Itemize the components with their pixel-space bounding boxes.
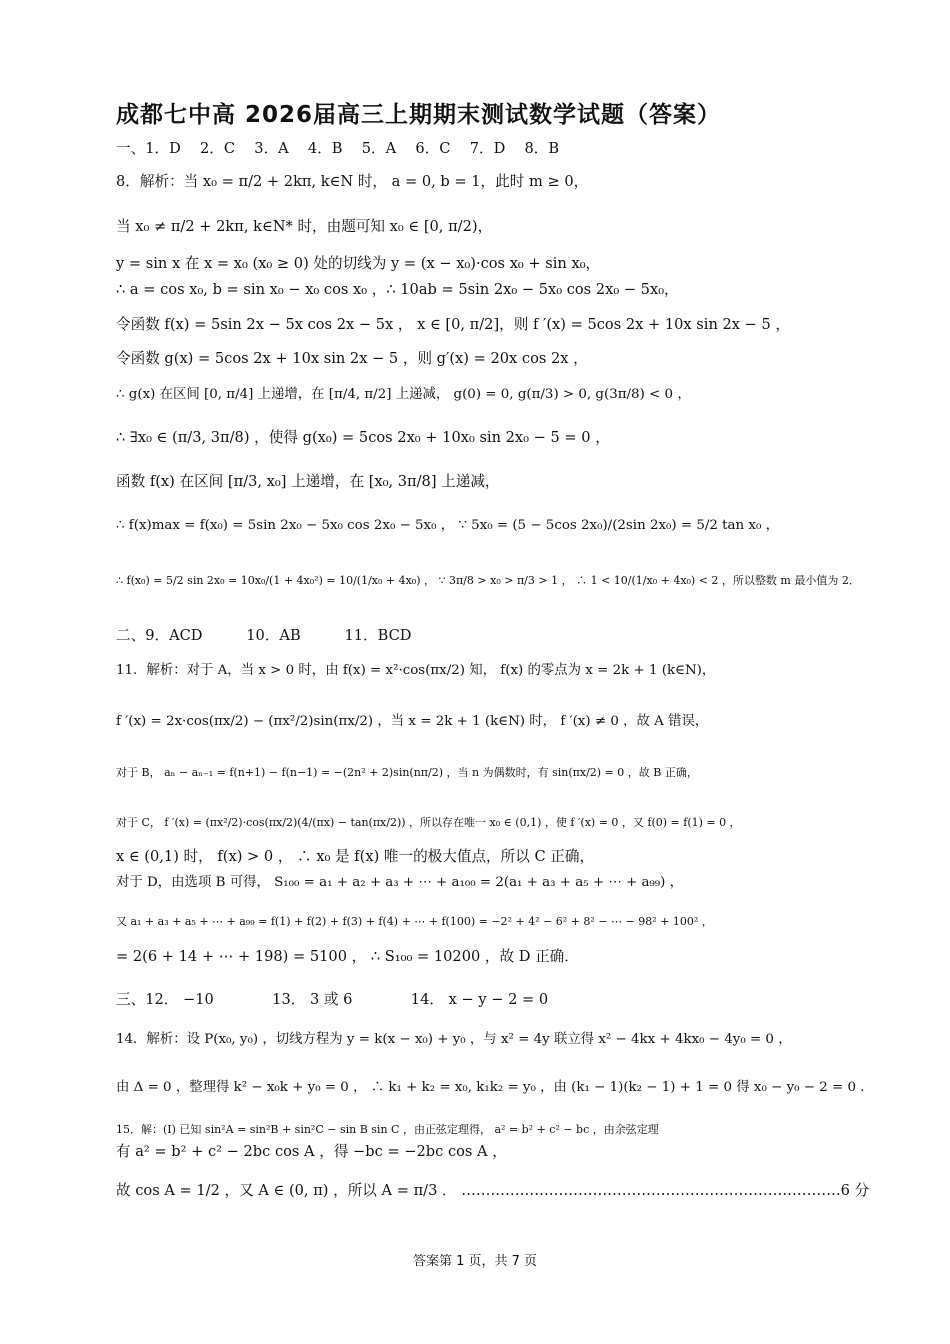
answer-line: 当 x₀ ≠ π/2 + 2kπ, k∈N* 时，由题可知 x₀ ∈ [0, π/2)， bbox=[116, 218, 493, 235]
answer-line: 8．解析：当 x₀ = π/2 + 2kπ, k∈N 时， a = 0, b = 1，此时 m ≥ 0， bbox=[116, 173, 589, 190]
answer-line: = 2(6 + 14 + ⋯ + 198) = 5100 ， ∴ S₁₀₀ = 10200 ，故 D 正确． bbox=[116, 948, 579, 965]
answer-line: 函数 f(x) 在区间 [π/3, x₀] 上递增，在 [x₀, 3π/8] 上递减， bbox=[116, 473, 500, 490]
answer-line: 一、1．D 2．C 3．A 4．B 5．A 6．C 7．D 8．B bbox=[116, 140, 560, 157]
answer-line: 又 a₁ + a₃ + a₅ + ⋯ + a₉₉ = f(1) + f(2) + f(3) + f(4) + ⋯ + f(100) = −2² + 4² − 6² + 8² − ⋯ − 98² + 100² ， bbox=[116, 915, 713, 928]
answer-line: 故 cos A = 1/2 ，又 A ∈ (0, π) ，所以 A = π/3 ． ……………………………………………………………………6 分 bbox=[116, 1182, 870, 1199]
answer-line: 对于 C， f ′(x) = (πx²/2)·cos(πx/2)(4/(πx) − tan(πx/2)) ，所以存在唯一 x₀ ∈ (0,1) ，使 f ′(x) = 0 ，又 f(0) = f(1) = 0 ， bbox=[116, 816, 741, 829]
answer-line: 三、12． −10 13． 3 或 6 14． x − y − 2 = 0 bbox=[116, 991, 549, 1008]
answer-line: 二、9．ACD 10．AB 11．BCD bbox=[116, 627, 412, 644]
answer-line: 14．解析：设 P(x₀, y₀) ，切线方程为 y = k(x − x₀) + y₀ ，与 x² = 4y 联立得 x² − 4kx + 4kx₀ − 4y₀ = 0 ， bbox=[116, 1032, 792, 1047]
answer-line: 对于 D，由选项 B 可得， S₁₀₀ = a₁ + a₂ + a₃ + ⋯ + a₁₀₀ = 2(a₁ + a₃ + a₅ + ⋯ + a₉₉) ， bbox=[116, 875, 684, 890]
answer-line: ∴ f(x)max = f(x₀) = 5sin 2x₀ − 5x₀ cos 2x₀ − 5x₀ ， ∵ 5x₀ = (5 − 5cos 2x₀)/(2sin 2x₀) = 5/2 tan x₀ ， bbox=[116, 518, 779, 533]
answer-line: 令函数 g(x) = 5cos 2x + 10x sin 2x − 5 ，则 g′(x) = 20x cos 2x ， bbox=[116, 350, 588, 367]
answer-line: ∴ g(x) 在区间 [0, π/4] 上递增，在 [π/4, π/2] 上递减， g(0) = 0, g(π/3) > 0, g(3π/8) < 0 ， bbox=[116, 387, 691, 402]
page-footer: 答案第 1 页，共 7 页 bbox=[412, 1254, 538, 1269]
answer-line: x ∈ (0,1) 时， f(x) > 0 ， ∴ x₀ 是 f(x) 唯一的极大值点，所以 C 正确， bbox=[116, 848, 595, 865]
answer-line: 对于 B， aₙ − aₙ₋₁ = f(n+1) − f(n−1) = −(2n² + 2)sin(nπ/2) ，当 n 为偶数时，有 sin(πx/2) = 0 ，故 B 正确， bbox=[116, 766, 698, 779]
page-title: 成都七中高 2026届高三上期期末测试数学试题（答案） bbox=[116, 102, 722, 128]
answer-line: y = sin x 在 x = x₀ (x₀ ≥ 0) 处的切线为 y = (x − x₀)·cos x₀ + sin x₀， bbox=[116, 255, 601, 272]
answer-line: ∴ ∃x₀ ∈ (π/3, 3π/8) ，使得 g(x₀) = 5cos 2x₀ + 10x₀ sin 2x₀ − 5 = 0 ， bbox=[116, 429, 610, 446]
answer-line: 有 a² = b² + c² − 2bc cos A ，得 −bc = −2bc cos A ， bbox=[116, 1143, 507, 1160]
answer-line: ∴ f(x₀) = 5/2 sin 2x₀ = 10x₀/(1 + 4x₀²) = 10/(1/x₀ + 4x₀) ， ∵ 3π/8 > x₀ > π/3 > 1 ， ∴ 1 < 10/(1/x₀ + 4x₀) < 2 ，所以整数 m 最小值为 2． bbox=[116, 574, 860, 587]
answer-line: 令函数 f(x) = 5sin 2x − 5x cos 2x − 5x ， x ∈ [0, π/2]，则 f ′(x) = 5cos 2x + 10x sin 2x − 5 ， bbox=[116, 316, 791, 333]
answer-line: 15．解：(I) 已知 sin²A = sin²B + sin²C − sin B sin C ，由正弦定理得， a² = b² + c² − bc ，由余弦定理 bbox=[116, 1123, 659, 1136]
answer-line: ∴ a = cos x₀, b = sin x₀ − x₀ cos x₀ ，∴ 10ab = 5sin 2x₀ − 5x₀ cos 2x₀ − 5x₀， bbox=[116, 281, 679, 298]
answer-line: 11．解析：对于 A，当 x > 0 时，由 f(x) = x²·cos(πx/2) 知， f(x) 的零点为 x = 2k + 1 (k∈N)， bbox=[116, 663, 716, 678]
answer-line: f ′(x) = 2x·cos(πx/2) − (πx²/2)sin(πx/2) ，当 x = 2k + 1 (k∈N) 时， f ′(x) ≠ 0 ，故 A 错误， bbox=[116, 714, 709, 729]
answer-line: 由 Δ = 0 ，整理得 k² − x₀k + y₀ = 0 ， ∴ k₁ + k₂ = x₀, k₁k₂ = y₀ ，由 (k₁ − 1)(k₂ − 1) + 1 = 0 得 x₀ − y₀ − 2 = 0 ． bbox=[116, 1080, 874, 1095]
